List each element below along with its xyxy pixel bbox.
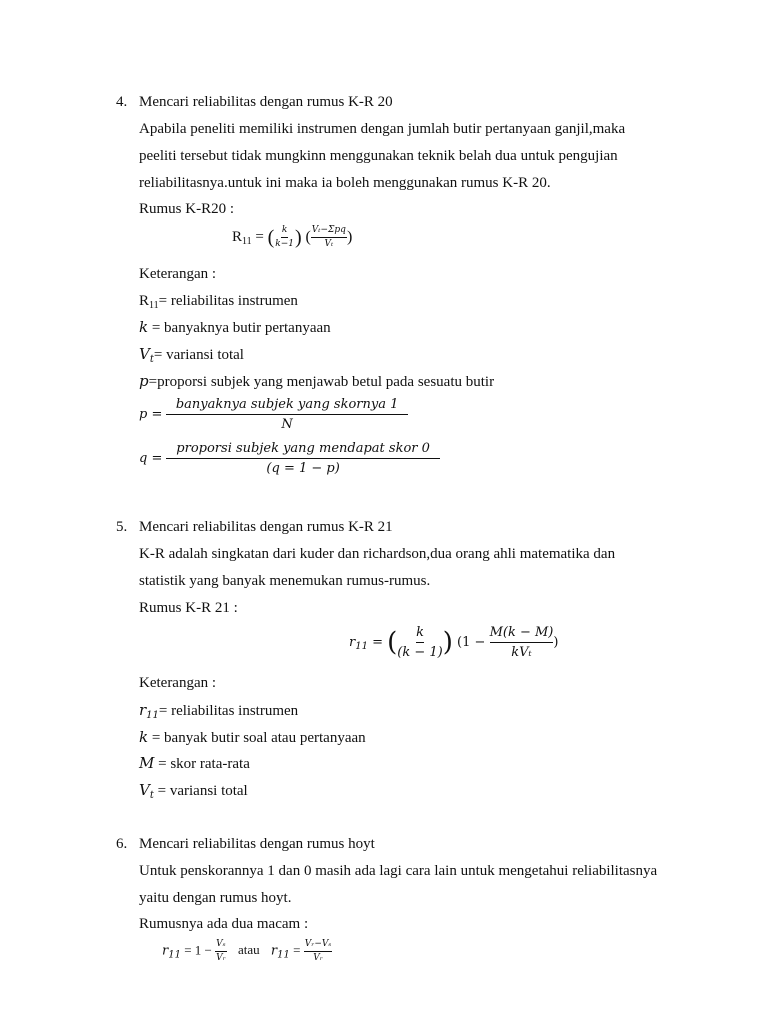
- hoyt-f2-denominator: Vᵣ: [313, 953, 323, 963]
- item-4-number: 4.: [116, 94, 128, 110]
- hoyt-lhs-1: r: [162, 943, 169, 959]
- item-5-definition: $V_t$ = variansi total: [139, 781, 248, 801]
- kr20-lhs: R: [232, 228, 243, 245]
- item-5-keterangan-label: Keterangan :: [139, 675, 217, 691]
- item-5-number: 5.: [116, 519, 128, 535]
- item-4-paragraph-line: Apabila peneliti memiliki instrumen dengan jumlah butir pertanyaan ganjil,maka: [139, 121, 626, 137]
- kr20-frac1-numerator: k: [281, 226, 288, 238]
- item-5-formula-label: Rumus K-R 21 :: [139, 600, 238, 616]
- item-6-heading: Mencari reliabilitas dengan rumus hoyt: [139, 836, 375, 852]
- hoyt-eq2: =: [293, 942, 301, 958]
- p-formula-denominator: N: [281, 417, 293, 432]
- hoyt-atau: atau: [238, 942, 260, 958]
- item-4-definition: p=proporsi subjek yang menjawab betul pada sesuatu butir: [139, 372, 495, 390]
- p-formula: [139, 398, 408, 431]
- item-4-paragraph-line: peeliti tersebut tidak mungkinn menggunakan teknik belah dua untuk pengujian: [139, 148, 618, 164]
- hoyt-formula: $r_{11} = 1$ − $\frac{\text{Vₛ}}{\text{Vᵣ}}$ atau $r_{11}$ = $\frac{\text{Vᵣ−Vₛ}}{\text{Vᵣ}}$: [162, 939, 332, 963]
- item-6-number: 6.: [116, 836, 128, 852]
- item-4-heading: Mencari reliabilitas dengan rumus K-R 20: [139, 94, 393, 110]
- kr20-lhs-sub: 11: [242, 235, 252, 247]
- q-formula-lhs: q =: [139, 450, 163, 466]
- item-5-paragraph-line: statistik yang banyak menemukan rumus-rumus.: [139, 573, 431, 589]
- kr21-equals: =: [372, 635, 383, 650]
- item-4-keterangan-label: Keterangan :: [139, 266, 217, 282]
- kr21-frac1-denominator: (k − 1): [397, 645, 443, 660]
- item-4-paragraph-line: reliabilitasnya.untuk ini maka ia boleh menggunakan rumus K-R 20.: [139, 175, 551, 191]
- item-5-definition: $r_{11}=$ reliabilitas instrumen: [139, 701, 299, 721]
- hoyt-eq1: = 1 −: [184, 942, 212, 958]
- kr20-frac2-denominator: Vₜ: [324, 239, 334, 249]
- hoyt-f1-numerator: Vₛ: [215, 940, 227, 952]
- hoyt-f2-numerator: Vᵣ−Vₛ: [304, 940, 333, 952]
- item-5-heading: Mencari reliabilitas dengan rumus K-R 21: [139, 519, 393, 535]
- kr21-lhs: r: [349, 635, 356, 650]
- hoyt-f1-denominator: Vᵣ: [216, 953, 226, 963]
- item-6-formula-label: Rumusnya ada dua macam :: [139, 916, 309, 932]
- kr20-frac2-numerator: Vₜ−Σpq: [311, 226, 347, 238]
- item-4-definition: $V_t=$ variansi total: [139, 345, 244, 365]
- item-6-paragraph-line: yaitu dengan rumus hoyt.: [139, 890, 292, 906]
- p-formula-lhs: p =: [139, 406, 163, 422]
- item-4-formula-label: Rumus K-R20 :: [139, 201, 235, 217]
- p-formula-numerator: banyaknya subjek yang skornya 1: [166, 398, 408, 415]
- item-6-paragraph-line: Untuk penskorannya 1 dan 0 masih ada lagi cara lain untuk mengetahui reliabilitasnya: [139, 863, 658, 879]
- q-formula: [139, 442, 440, 475]
- kr21-formula: $r_{11}$ = ( $\frac{k}{(k - 1)}$ ) (1 − $\frac{M(k - M)}{\text{kVₜ}}$ ): [349, 625, 559, 660]
- kr20-formula: $R_{11}$ = ( $\frac{k}{k-1}$ ) ( $\frac{\text{Vₜ−Σpq}}{\text{Vₜ}}$ ): [232, 225, 353, 249]
- kr21-frac2-denominator: kVₜ: [511, 645, 532, 660]
- kr21-frac1-numerator: k: [416, 626, 424, 643]
- item-5-definition: k = banyak butir soal atau pertanyaan: [139, 728, 366, 746]
- kr21-lhs-sub: 11: [355, 641, 368, 652]
- item-5-paragraph-line: K-R adalah singkatan dari kuder dan richardson,dua orang ahli matematika dan: [139, 546, 616, 562]
- q-formula-numerator: proporsi subjek yang mendapat skor 0: [166, 442, 440, 459]
- item-4-definition: $R_{11}=$ reliabilitas instrumen: [139, 293, 298, 311]
- item-5-definition: M = skor rata-rata: [139, 754, 250, 772]
- kr21-frac2-numerator: M(k − M): [490, 626, 554, 643]
- kr20-frac1-denominator: k−1: [275, 239, 295, 249]
- item-4-definition: k = banyaknya butir pertanyaan: [139, 318, 331, 336]
- hoyt-lhs-2: r: [270, 943, 278, 959]
- kr21-one-minus: 1 −: [462, 635, 486, 650]
- kr20-equals: =: [255, 228, 264, 245]
- q-formula-denominator: (q = 1 − p): [266, 461, 340, 476]
